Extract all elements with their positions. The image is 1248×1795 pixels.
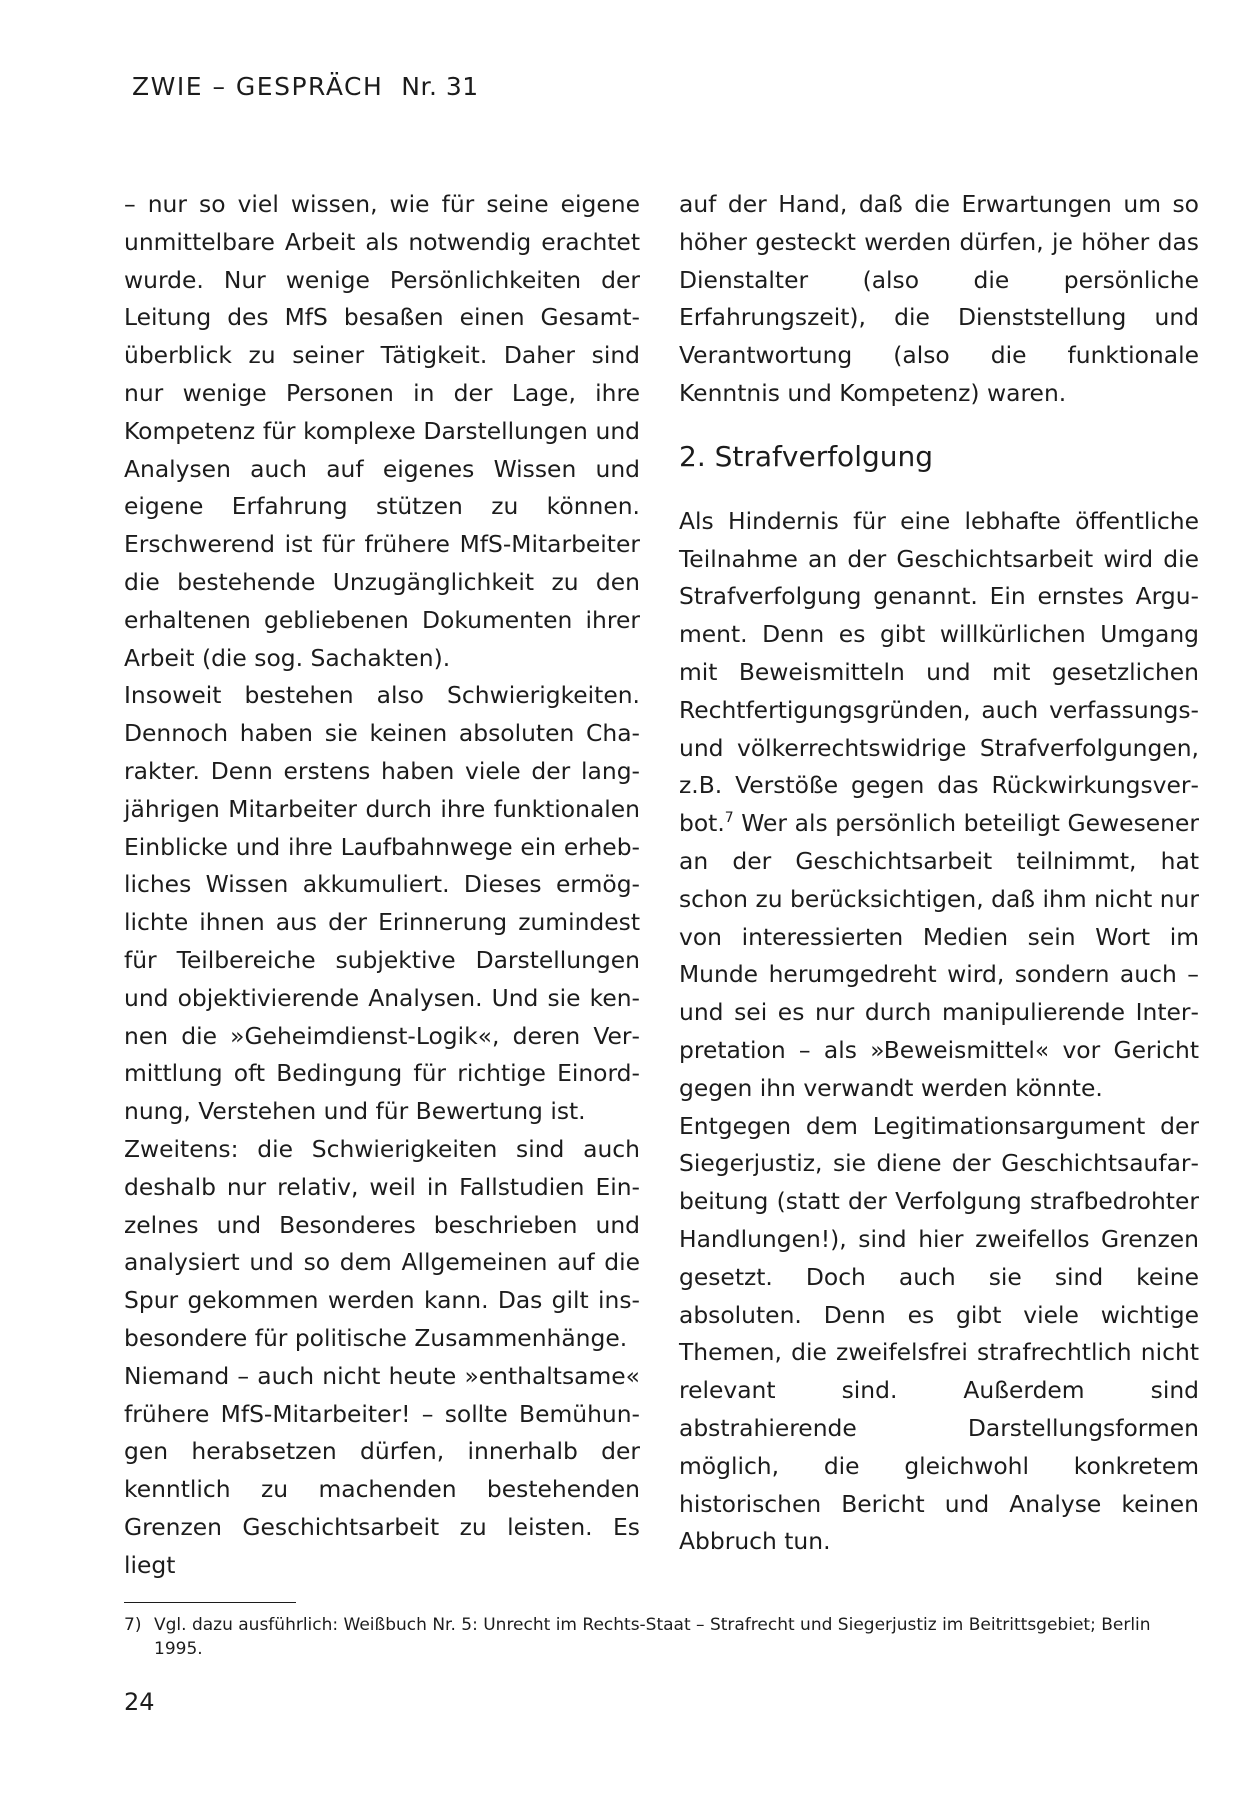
issue-number: Nr. 31	[401, 72, 479, 101]
body-paragraph: – nur so viel wissen, wie für seine eigene unmittelbare Arbeit als notwendig erachtet wurde. Nur wenige Persönlichkeiten der Leitung des MfS besaßen einen Gesamtüberblick zu seiner Tätigkeit. Daher sind nur wenige Personen in der Lage, ihre Kompetenz für komplexe Darstellungen und Analysen auch auf eigenes Wissen und eigene Erfahrung stützen zu können. Erschwerend ist für frühere MfS-Mitarbeiter die bestehende Unzugänglichkeit zu den erhaltenen gebliebenen Dokumenten ihrer Arbeit (die sog. Sachakten).	[124, 190, 640, 672]
footnote-reference[interactable]: 7	[724, 810, 734, 827]
running-header	[132, 72, 479, 101]
section-heading: 2. Strafverfolgung	[679, 439, 934, 473]
footnote	[124, 1613, 1198, 1661]
body-paragraph: Niemand – auch nicht heute »enthaltsame« frühere MfS-Mitarbeiter! – sollte Bemühungen herabsetzen dürfen, innerhalb der kenntlich zu machenden bestehenden Grenzen Geschichtsarbeit zu leisten. Es liegt	[124, 1361, 640, 1579]
paragraph-text: Wer als persönlich beteiligt Gewesener an der Geschichtsarbeit teilnimmt, hat schon zu berücksichtigen, daß ihm nicht nur von interessierten Medien sein Wort im Munde herumgedreht wird, sondern auch – und sei es nur durch manipulierende Interpretation – als »Beweismittel« vor Gericht gegen ihn verwandt werden könnte.	[679, 809, 1199, 1102]
body-paragraph	[679, 503, 1199, 1108]
body-paragraph: auf der Hand, daß die Erwartungen um so höher gesteckt werden dürfen, je höher das Dienstalter (also die persönliche Erfahrungszeit), die Dienststellung und Verantwortung (also die funktionale Kenntnis und Kompetenz) waren.	[679, 190, 1199, 407]
body-paragraph: Insoweit bestehen also Schwierigkeiten. Dennoch haben sie keinen absoluten Charakter. Denn erstens haben viele der langjährigen Mitarbeiter durch ihre funktionalen Einblicke und ihre Laufbahnwege ein erhebliches Wissen akkumuliert. Dieses ermöglichte ihnen aus der Erinnerung zumindest für Teilbereiche subjektive Darstellungen und objektivierende Analysen. Und sie kennen die »Geheimdienst-Logik«, deren Vermittlung oft Bedingung für richtige Einordnung, Verstehen und für Bewertung ist.	[124, 681, 640, 1126]
footnote-text: Vgl. dazu ausführlich: Weißbuch Nr. 5: Unrecht im Rechts-Staat – Strafrecht und Siegerjustiz im Beitrittsgebiet; Berlin 1995.	[154, 1615, 1151, 1659]
body-paragraph: Zweitens: die Schwierigkeiten sind auch deshalb nur relativ, weil in Fallstudien Einzelnes und Besonderes beschrieben und analysiert und so dem Allgemeinen auf die Spur gekommen werden kann. Das gilt insbesondere für politische Zusammenhänge.	[124, 1134, 640, 1352]
left-column	[124, 186, 640, 1584]
right-column	[679, 186, 1199, 1561]
paragraph-text: Als Hindernis für eine lebhafte öffentliche Teilnahme an der Geschichtsarbeit wird die Strafverfolgung genannt. Ein ernstes Argument. Denn es gibt willkürlichen Umgang mit Beweismitteln und mit gesetzlichen Rechtfertigungsgründen, auch verfassungs- und völkerrechtswidrige Strafverfolgungen, z.B. Verstöße gegen das Rückwirkungsverbot.	[679, 506, 1199, 838]
page-number: 24	[124, 1688, 155, 1716]
footnote-separator	[124, 1602, 296, 1603]
footnote-number: 7)	[124, 1615, 142, 1635]
body-paragraph: Entgegen dem Legitimationsargument der Siegerjustiz, sie diene der Geschichtsaufarbeitung (statt der Verfolgung strafbedrohter Handlungen!), sind hier zweifellos Grenzen gesetzt. Doch auch sie sind keine absoluten. Denn es gibt viele wichtige Themen, die zweifelsfrei strafrechtlich nicht relevant sind. Außerdem sind abstrahierende Darstellungsformen möglich, die gleichwohl konkretem historischen Bericht und Analyse keinen Abbruch tun.	[679, 1111, 1199, 1556]
journal-title: ZWIE – GESPRÄCH	[132, 72, 384, 101]
